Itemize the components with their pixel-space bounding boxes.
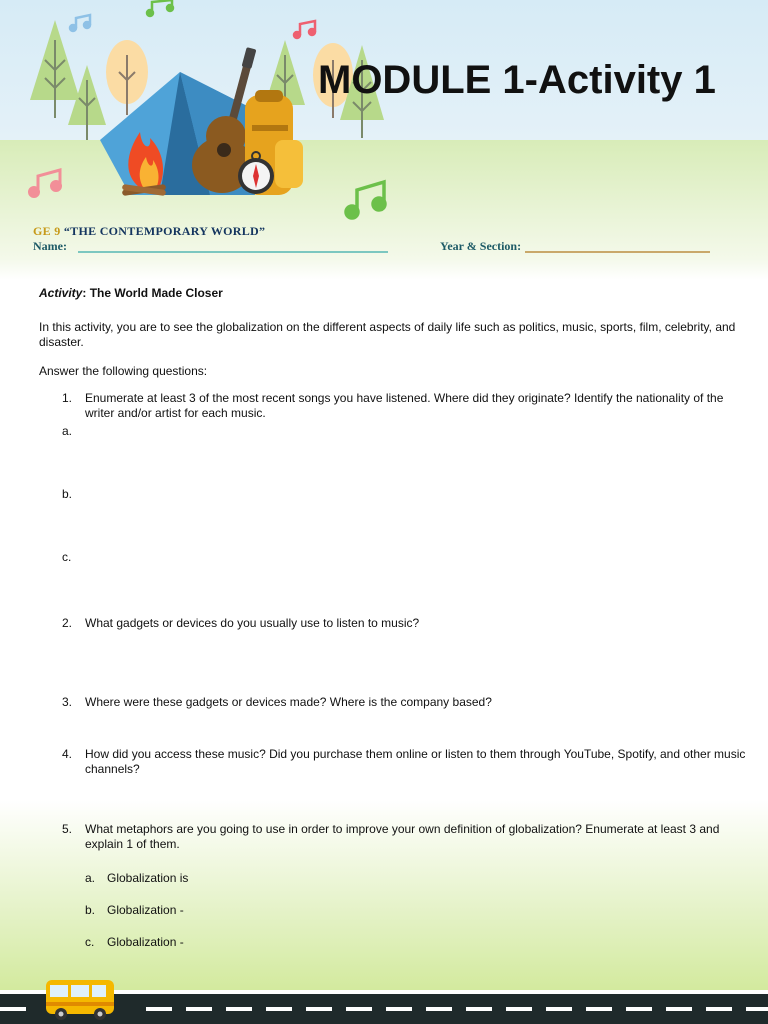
road-marking <box>306 1007 332 1011</box>
year-section-field[interactable] <box>525 251 710 253</box>
road-marking <box>0 1007 26 1011</box>
answer-text: Globalization - <box>107 935 184 949</box>
course-code: GE 9 <box>33 224 61 238</box>
activity-label: Activity <box>39 286 83 300</box>
road-marking <box>706 1007 732 1011</box>
question-text: Enumerate at least 3 of the most recent songs you have listened. Where did they originate? Identify the nationality of the writer and/or artist for each music. <box>85 391 724 420</box>
question-number: 4. <box>62 747 73 761</box>
tree-icon <box>30 20 80 118</box>
tree-icon <box>106 40 148 115</box>
road-marking <box>186 1007 212 1011</box>
answer-text: Globalization - <box>107 903 184 917</box>
tree-icon <box>68 65 106 140</box>
road-marking <box>586 1007 612 1011</box>
road-marking <box>506 1007 532 1011</box>
answer-text: Globalization is <box>107 871 189 885</box>
road-marking <box>666 1007 692 1011</box>
year-section-label: Year & Section: <box>440 239 522 253</box>
road-marking <box>466 1007 492 1011</box>
road-marking <box>746 1007 768 1011</box>
question-text: Where were these gadgets or devices made? Where is the company based? <box>85 695 492 709</box>
answer-letter: a. <box>85 871 96 885</box>
road-marking <box>546 1007 572 1011</box>
activity-title: : The World Made Closer <box>82 286 223 300</box>
question-number: 5. <box>62 822 73 836</box>
road-marking <box>426 1007 452 1011</box>
question-text: What gadgets or devices do you usually use to listen to music? <box>85 616 420 630</box>
course-name: “THE CONTEMPORARY WORLD” <box>63 224 266 238</box>
question-text: What metaphors are you going to use in order to improve your own definition of globalization? Enumerate at least 3 and explain 1 of them. <box>85 822 720 851</box>
activity-heading <box>39 286 223 301</box>
activity-instruction: Answer the following questions: <box>39 364 208 378</box>
road-marking <box>386 1007 412 1011</box>
road-marking <box>626 1007 652 1011</box>
bus-icon <box>44 976 118 1022</box>
question-number: 3. <box>62 695 73 709</box>
answer-letter: c. <box>62 550 72 564</box>
camping-illustration <box>0 0 768 230</box>
course-heading <box>33 224 265 239</box>
page-title: MODULE 1-Activity 1 <box>318 58 716 102</box>
road-marking <box>226 1007 252 1011</box>
question-number: 2. <box>62 616 73 630</box>
answer-letter: b. <box>62 487 73 501</box>
name-field[interactable] <box>78 251 388 253</box>
music-note-icon <box>30 170 61 197</box>
activity-intro: In this activity, you are to see the globalization on the different aspects of daily life such as politics, music, sports, film, celebrity, and disaster. <box>39 320 736 349</box>
music-note-icon <box>346 182 385 218</box>
music-note-icon <box>70 15 90 31</box>
answer-letter: a. <box>62 424 73 438</box>
name-label: Name: <box>33 239 67 253</box>
road-marking <box>346 1007 372 1011</box>
answer-letter: c. <box>85 935 95 949</box>
music-note-icon <box>294 21 315 38</box>
question-text: How did you access these music? Did you purchase them online or listen to them through YouTube, Spotify, and other music channels? <box>85 747 746 776</box>
road-marking <box>146 1007 172 1011</box>
answer-letter: b. <box>85 903 96 917</box>
question-number: 1. <box>62 391 73 405</box>
music-note-icon <box>147 0 173 16</box>
road-marking <box>266 1007 292 1011</box>
